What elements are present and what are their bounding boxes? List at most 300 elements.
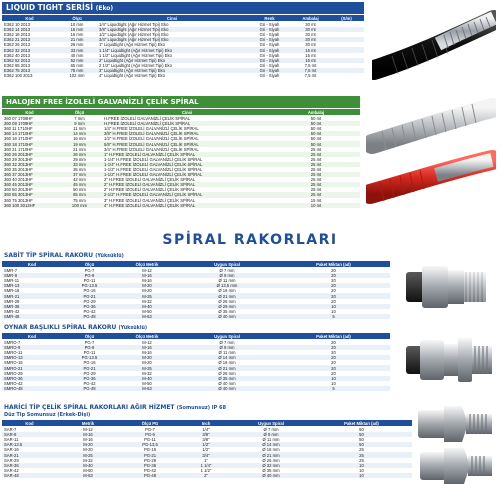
table-cell: Ø 16 mm: [262, 447, 280, 453]
table-cell: 30 mt: [305, 37, 316, 43]
table-cell: 42 mm: [73, 177, 86, 183]
table-cell: SMRO-36: [4, 375, 23, 381]
table-cell: PG-13.5: [81, 355, 98, 361]
table-cell: 360 45 2013HF: [4, 182, 33, 188]
table-cell: PG-7: [84, 340, 95, 346]
table-cell: SMRO-7: [4, 340, 21, 346]
table-cell: E362 100 2013: [4, 72, 33, 78]
table-cell: SMR-16: [4, 288, 20, 294]
table-cell: M-20: [142, 288, 152, 294]
table-cell: 1/2": [202, 442, 210, 448]
table-cell: 360 26 2013HF: [4, 151, 33, 157]
table-cell: 3/8": [202, 432, 210, 438]
table-cell: 360 65 3013HF: [4, 192, 33, 198]
table-cell: 10 mt: [310, 202, 322, 208]
table-cell: 10: [331, 308, 336, 314]
section-sabit-header: [4, 252, 124, 259]
table-cell: 78 mm: [70, 67, 84, 73]
table-cell: 20: [331, 340, 336, 346]
table-cell: M-50: [142, 308, 152, 314]
table-cell: PG-11: [83, 278, 96, 284]
table-cell: PG-16: [83, 288, 96, 294]
table-cell: SMRO-16: [4, 360, 23, 366]
table-cell: 3/8" Liquidtight (Ağır Hizmet Tipi) Eko: [99, 27, 169, 33]
table-cell: 25: [359, 452, 364, 458]
table-cell: SMR-42: [4, 308, 20, 314]
table-cell: 360 16 1710HF: [4, 136, 33, 142]
col-metrik: Metrik: [81, 420, 95, 426]
table-cell: Gri - Siyah: [259, 32, 280, 38]
sabit-column-header: [2, 261, 390, 267]
table-cell: 7,5 mt: [304, 62, 317, 68]
table-cell: 1 1/4" Liquidtight (Ağır Hizmet Tipi) Eko: [99, 47, 172, 53]
table-cell: 20: [331, 283, 336, 289]
table-cell: 4" H.FREE İZOLELİ GALVANİZLİ ÇELİK SPİRAL: [104, 202, 196, 208]
section-halojen-header: [2, 96, 360, 108]
table-cell: 25 mt: [310, 151, 322, 157]
table-cell: SMR-48: [4, 313, 20, 319]
table-cell: 3/4" Liquidtight (Ağır Hizmet Tipi) Eko: [99, 37, 169, 43]
col-kod: Kod: [27, 261, 37, 267]
table-cell: 33 mm: [73, 161, 86, 167]
table-cell: 7,5 mt: [304, 67, 317, 73]
table-cell: SAR-36: [4, 462, 19, 468]
col-paket: Paket Miktarı (ad): [316, 261, 351, 267]
liquid-tight-column-header: [2, 15, 364, 21]
table-row: [2, 386, 390, 391]
table-cell: PG-48: [83, 313, 96, 319]
section-title-tag: (Yüksüklü): [95, 254, 124, 259]
table-cell: PG-21: [143, 452, 157, 458]
table-cell: PG-16: [143, 447, 157, 453]
table-cell: M-16: [83, 437, 93, 443]
table-cell: PG-9: [84, 345, 95, 351]
table-cell: 25 mt: [310, 156, 322, 162]
table-cell: 1 1/2": [200, 467, 212, 473]
table-cell: 25 mt: [310, 166, 322, 172]
table-cell: 30 mt: [305, 32, 316, 38]
table-cell: E362 14 2013: [4, 27, 31, 33]
col-cinsi: Cinsi: [181, 109, 193, 115]
table-cell: Ø 21 mm: [218, 293, 236, 299]
table-cell: PG-13,5: [142, 442, 158, 448]
table-cell: SMR-21: [4, 293, 20, 299]
oynar-column-header: [2, 333, 390, 339]
col-olcu-metrik: Ölçü Metrik: [135, 333, 159, 339]
table-cell: 2" H.FREE İZOLELİ GALVANİZLİ ÇELİK SPİRAL: [104, 182, 196, 188]
table-cell: 50 mt: [310, 141, 322, 147]
table-cell: 50 mt: [310, 131, 322, 137]
table-cell: 360 75 3013HF: [4, 197, 33, 203]
table-cell: 360 07 1708HF: [4, 116, 33, 122]
table-cell: PG-48: [83, 385, 96, 391]
table-cell: SMRO-9: [4, 345, 21, 351]
section-title: HALOJEN FREE İZOLELİ GALVANİZLİ ÇELİK SPİRAL: [6, 98, 199, 106]
table-cell: M-50: [83, 467, 93, 473]
table-cell: 360 40 2013HF: [4, 177, 33, 183]
table-cell: 16 mm: [73, 136, 86, 142]
col-olcu-pg: Ölçü PG: [141, 420, 159, 426]
table-cell: Gri - Siyah: [259, 22, 280, 28]
table-cell: Ø 32 mm: [262, 462, 280, 468]
col-olcu: Ölçü: [84, 333, 95, 339]
harici-table: [2, 427, 412, 478]
table-cell: 2": [204, 472, 208, 478]
col-ambalaj: Ambalaj: [302, 15, 319, 21]
table-cell: SMR-36: [4, 303, 20, 309]
table-row: [2, 73, 364, 78]
table-cell: 35 mm: [73, 166, 86, 172]
table-cell: Ø 26 mm: [262, 457, 280, 463]
table-cell: E362 21 2013: [4, 37, 31, 43]
table-cell: 20: [331, 293, 336, 299]
table-cell: 20: [331, 298, 336, 304]
table-cell: 14 mm: [73, 131, 86, 137]
table-cell: PG-9: [84, 273, 95, 279]
table-cell: Ø 9 mm: [219, 345, 235, 351]
table-cell: M-20: [83, 442, 93, 448]
table-cell: 1/2": [202, 447, 210, 453]
section-title-tag: (Yüksüklü): [118, 326, 148, 331]
table-cell: 10: [359, 462, 364, 468]
section-oynar-header: [4, 324, 147, 331]
table-cell: 1-1/4" H.FREE İZOLELİ GALVANİZLİ ÇELİK SPİRAL: [104, 156, 203, 162]
table-cell: SAR-16: [4, 447, 19, 453]
table-cell: 20: [331, 355, 336, 361]
table-cell: H.FREE İZOLELİ GALVANİZLİ ÇELİK SPİRAL: [104, 121, 191, 127]
col-kod: Kod: [25, 109, 34, 115]
table-cell: 15 mm: [70, 27, 84, 33]
section-title-tag: (Eko): [95, 5, 114, 12]
table-cell: E362 26 2013: [4, 42, 31, 48]
table-cell: PG-36: [83, 303, 96, 309]
col-kod: Kod: [27, 333, 37, 339]
table-cell: Ø 40 mm: [218, 380, 236, 386]
table-cell: SAR-9: [4, 432, 17, 438]
table-cell: 45 mm: [73, 182, 86, 188]
table-cell: 1/2" Liquidtight (Ağır Hizmet Tipi) Eko: [99, 32, 169, 38]
table-cell: 75 mm: [73, 197, 86, 203]
table-cell: M-40: [142, 375, 152, 381]
table-cell: PG-42: [83, 380, 96, 386]
table-cell: 2" Liquidtight (Ağır Hizmet Tipi) Eko: [99, 57, 165, 63]
col-uygun-spiral: Uygun Spiral: [214, 261, 240, 267]
table-cell: 30 mt: [305, 27, 316, 33]
section-title: HARİCİ TİP ÇELİK SPİRAL RAKORLARI AĞIR HİZMET: [4, 404, 175, 411]
table-cell: 360 09 1709HF: [4, 121, 33, 127]
table-cell: 52 mm: [70, 57, 84, 63]
liquid-tight-table: [2, 22, 364, 78]
table-cell: 40 mm: [70, 52, 84, 58]
table-cell: 25 mt: [310, 177, 322, 183]
col-olcu: Ölçü: [74, 109, 85, 115]
table-cell: 5: [332, 313, 335, 319]
table-cell: 360 21 1710HF: [4, 146, 33, 152]
table-cell: 3" H.FREE İZOLELİ GALVANİZLİ ÇELİK SPİRAL: [104, 197, 196, 203]
table-cell: PG-21: [83, 293, 96, 299]
oynar-table: [2, 340, 390, 391]
table-cell: SMR-13: [4, 283, 20, 289]
table-cell: 1-1/2" H.FREE İZOLELİ GALVANİZLİ ÇELİK SPİRAL: [104, 166, 203, 172]
col-renk: Renk: [264, 15, 275, 21]
table-cell: M-25: [83, 452, 93, 458]
table-cell: 7,5 mt: [304, 72, 317, 78]
table-cell: 50: [359, 437, 364, 443]
section-harici-subtitle: Düz Tip Somunsuz (Erkek-Dişi): [4, 412, 91, 418]
table-cell: 50: [359, 442, 364, 448]
table-cell: PG-7: [84, 268, 95, 274]
table-cell: 33 mm: [70, 47, 84, 53]
col-olcu: Ölçü: [72, 15, 82, 21]
table-cell: Ø 7 mm: [219, 340, 235, 346]
table-cell: SAR-48: [4, 472, 19, 478]
table-cell: 20: [331, 360, 336, 366]
table-cell: PG-11: [83, 350, 96, 356]
table-cell: Ø 35 mm: [218, 308, 236, 314]
table-cell: 5: [332, 385, 335, 391]
table-cell: 20: [331, 345, 336, 351]
table-cell: SMR-9: [4, 273, 18, 279]
table-cell: Ø 7 mm: [219, 268, 235, 274]
harici-fitting-image: [414, 400, 498, 492]
table-cell: 15 mt: [305, 52, 316, 58]
table-cell: 30 mt: [305, 42, 316, 48]
table-cell: PG-7: [145, 427, 155, 433]
table-cell: 15 mt: [305, 47, 316, 53]
table-cell: M-12: [142, 268, 152, 274]
table-cell: 3/4": [202, 452, 210, 458]
table-cell: M-20: [142, 283, 152, 289]
table-cell: SMRO-13: [4, 355, 23, 361]
halojen-table: [2, 116, 360, 208]
harici-column-header: [2, 420, 412, 426]
table-cell: 10 mm: [70, 22, 84, 28]
table-cell: 10: [331, 303, 336, 309]
table-cell: Gri - Siyah: [259, 72, 280, 78]
halojen-hose-images: [366, 98, 496, 208]
col-sm: (S/m): [341, 15, 352, 21]
table-cell: 10: [331, 380, 336, 386]
table-cell: 3/8": [202, 437, 210, 443]
table-cell: M-16: [142, 350, 152, 356]
table-cell: 50 mm: [73, 187, 86, 193]
table-cell: 360 14 1710HF: [4, 131, 33, 137]
table-cell: 4" Liquidtight (Ağır Hizmet Tipi) Eko: [99, 72, 165, 78]
table-cell: 1-1/2" H.FREE İZOLELİ GALVANİZLİ ÇELİK SPİRAL: [104, 172, 203, 178]
table-row: [2, 473, 412, 478]
table-cell: SAR-42: [4, 467, 19, 473]
table-row: [2, 203, 360, 208]
table-cell: 20: [331, 370, 336, 376]
table-cell: M-63: [142, 313, 152, 319]
table-cell: M-40: [83, 462, 93, 468]
sabit-fitting-image: [402, 258, 496, 316]
table-cell: 50: [359, 427, 364, 433]
table-cell: M-32: [83, 457, 93, 463]
table-cell: 50 mt: [310, 136, 322, 142]
table-cell: SMRO-42: [4, 380, 23, 386]
table-cell: 15 mt: [305, 57, 316, 63]
table-cell: 7 mm: [74, 116, 85, 122]
table-cell: SMRO-29: [4, 370, 23, 376]
table-cell: 2-1/2" H.FREE İZOLELİ GALVANİZLİ ÇELİK SPİRAL: [104, 192, 203, 198]
table-cell: Gri - Siyah: [259, 52, 280, 58]
table-cell: 2" H.FREE İZOLELİ GALVANİZLİ ÇELİK SPİRAL: [104, 187, 196, 193]
spiral-rakorlari-title: SPİRAL RAKORLARI: [162, 232, 338, 248]
table-cell: 26 mm: [70, 42, 84, 48]
col-kod: Kod: [25, 420, 34, 426]
table-cell: M-50: [142, 380, 152, 386]
table-cell: 21 mm: [70, 37, 84, 43]
table-cell: 10: [359, 472, 364, 478]
table-cell: 29 mm: [73, 156, 86, 162]
table-cell: 360 100 3013HF: [4, 202, 36, 208]
table-cell: 2 1/2" Liquidtight (Ağır Hizmet Tipi) Eko: [99, 62, 172, 68]
table-cell: SMRO-48: [4, 385, 23, 391]
table-cell: 25 mt: [310, 161, 322, 167]
table-cell: 20: [331, 365, 336, 371]
table-cell: 37 mm: [73, 172, 86, 178]
table-cell: 65 mm: [70, 62, 84, 68]
table-cell: 25: [359, 457, 364, 463]
oynar-fitting-image: [402, 330, 496, 390]
table-cell: 1/4" H.FREE İZOLELİ GALVANİZLİ ÇELİK SPİRAL: [104, 126, 199, 132]
table-cell: 360 29 2013HF: [4, 156, 33, 162]
table-cell: M-25: [142, 293, 152, 299]
table-cell: PG-13.5: [81, 283, 98, 289]
table-cell: 1-1/4" H.FREE İZOLELİ GALVANİZLİ ÇELİK SPİRAL: [104, 161, 203, 167]
table-cell: 10: [359, 467, 364, 473]
table-cell: 25 mt: [310, 182, 322, 188]
col-olcu-metrik: Ölçü Metrik: [135, 261, 159, 267]
table-cell: 360 35 2013HF: [4, 166, 33, 172]
col-paket: Paket Miktarı (ad): [316, 333, 351, 339]
table-cell: M-12: [83, 427, 93, 433]
table-cell: SMR-7: [4, 268, 18, 274]
col-cinsi: Cinsi: [166, 15, 178, 21]
table-cell: M-16: [142, 345, 152, 351]
table-cell: E362 40 2013: [4, 52, 31, 58]
table-cell: PG-29: [83, 370, 96, 376]
table-cell: Ø 16 mm: [218, 288, 236, 294]
table-cell: 360 37 2013HF: [4, 172, 33, 178]
table-cell: 25 mt: [310, 172, 322, 178]
table-cell: 20: [331, 350, 336, 356]
table-cell: 21 mm: [73, 146, 86, 152]
table-cell: Gri - Siyah: [259, 57, 280, 63]
table-cell: E362 52 2013: [4, 57, 31, 63]
table-cell: E362 75 2013: [4, 67, 31, 73]
table-cell: 1" Liquidtight (Ağır Hizmet Tipi) Eko: [99, 42, 165, 48]
table-cell: Gri - Siyah: [259, 42, 280, 48]
table-cell: PG-36: [143, 462, 157, 468]
table-cell: PG-21: [83, 365, 96, 371]
table-cell: E362 65 2013: [4, 62, 31, 68]
table-cell: E362 16 2013: [4, 32, 31, 38]
table-cell: 20: [331, 278, 336, 284]
table-cell: E362 10 2013: [4, 22, 31, 28]
table-cell: 25 mt: [310, 192, 322, 198]
table-cell: PG-29: [143, 457, 157, 463]
table-cell: PG-11: [144, 437, 156, 443]
section-liquid-tight-header: [2, 2, 364, 14]
table-cell: Ø 26 mm: [218, 370, 236, 376]
table-cell: 20: [331, 273, 336, 279]
table-cell: PG-36: [83, 375, 96, 381]
sabit-table: [2, 268, 390, 319]
table-cell: M-20: [83, 447, 93, 453]
table-cell: 1 1/4": [200, 462, 212, 468]
table-cell: 50 mt: [310, 116, 322, 122]
table-cell: M-25: [142, 365, 152, 371]
table-cell: H.FREE İZOLELİ GALVANİZLİ ÇELİK SPİRAL: [104, 116, 191, 122]
table-cell: SMR-29: [4, 298, 20, 304]
table-cell: 30 mt: [305, 22, 316, 28]
table-cell: SMR-11: [4, 278, 20, 284]
table-cell: 360 32 2013HF: [4, 161, 33, 167]
table-cell: 50 mt: [310, 121, 322, 127]
col-uygun-spiral: Uygun Spiral: [258, 420, 284, 426]
table-cell: Ø 40 mm: [262, 472, 280, 478]
table-cell: Ø 14 mm: [218, 355, 236, 361]
table-cell: 15 mt: [310, 197, 322, 203]
table-cell: Ø 29 mm: [218, 303, 236, 309]
table-cell: 9 mm: [74, 121, 85, 127]
col-paket: Paket Miktarı (ad): [344, 420, 379, 426]
table-cell: Ø 13,5 mm: [216, 283, 238, 289]
table-cell: Ø 26 mm: [218, 298, 236, 304]
table-cell: 50 mt: [310, 126, 322, 132]
table-cell: PG-16: [83, 360, 96, 366]
table-cell: 5/8" H.FREE İZOLELİ GALVANİZLİ ÇELİK SPİRAL: [104, 141, 199, 147]
table-cell: 1/4" Liquidtight (Ağır Hizmet Tipi) Eko: [99, 22, 169, 28]
table-cell: 2" H.FREE İZOLELİ GALVANİZLİ ÇELİK SPİRAL: [104, 177, 196, 183]
table-cell: 360 18 1710HF: [4, 141, 33, 147]
table-cell: 20: [331, 268, 336, 274]
section-harici-header: [4, 404, 226, 411]
table-cell: M-63: [142, 385, 152, 391]
table-cell: Ø 11 mm: [262, 437, 280, 443]
table-cell: 10: [331, 375, 336, 381]
table-cell: 1/2" H.FREE İZOLELİ GALVANİZLİ ÇELİK SPİRAL: [104, 136, 199, 142]
table-cell: Ø 35 mm: [218, 375, 236, 381]
table-cell: M-63: [83, 472, 93, 478]
table-cell: E362 32 2013: [4, 47, 31, 53]
table-cell: 1" H.FREE İZOLELİ GALVANİZLİ ÇELİK SPİRAL: [104, 151, 196, 157]
section-title: SABİT TİP SPİRAL RAKORU: [4, 252, 94, 259]
table-cell: 25: [359, 447, 364, 453]
table-row: [2, 314, 390, 319]
table-cell: 25 mt: [310, 146, 322, 152]
table-cell: Ø 14 mm: [262, 442, 280, 448]
table-cell: 50: [359, 432, 364, 438]
table-cell: Gri - Siyah: [259, 47, 280, 53]
section-title: LIQUID TIGHT SERİSİ: [6, 3, 94, 12]
table-cell: 11 mm: [73, 126, 86, 132]
table-cell: M-16: [83, 432, 93, 438]
section-title-tag: (Somunsuz) IP 68: [176, 405, 226, 411]
table-cell: M-16: [142, 273, 152, 279]
col-kod: Kod: [25, 15, 34, 21]
table-cell: 3/4" H.FREE İZOLELİ GALVANİZLİ ÇELİK SPİRAL: [104, 146, 199, 152]
table-cell: SMRO-11: [4, 350, 23, 356]
table-cell: SAR-13.5: [4, 442, 23, 448]
table-cell: SAR-21: [4, 452, 19, 458]
table-cell: 3" Liquidtight (Ağır Hizmet Tipi) Eko: [99, 67, 165, 73]
table-cell: 1/4": [202, 427, 210, 433]
table-cell: M-32: [142, 370, 152, 376]
table-cell: M-12: [142, 340, 152, 346]
